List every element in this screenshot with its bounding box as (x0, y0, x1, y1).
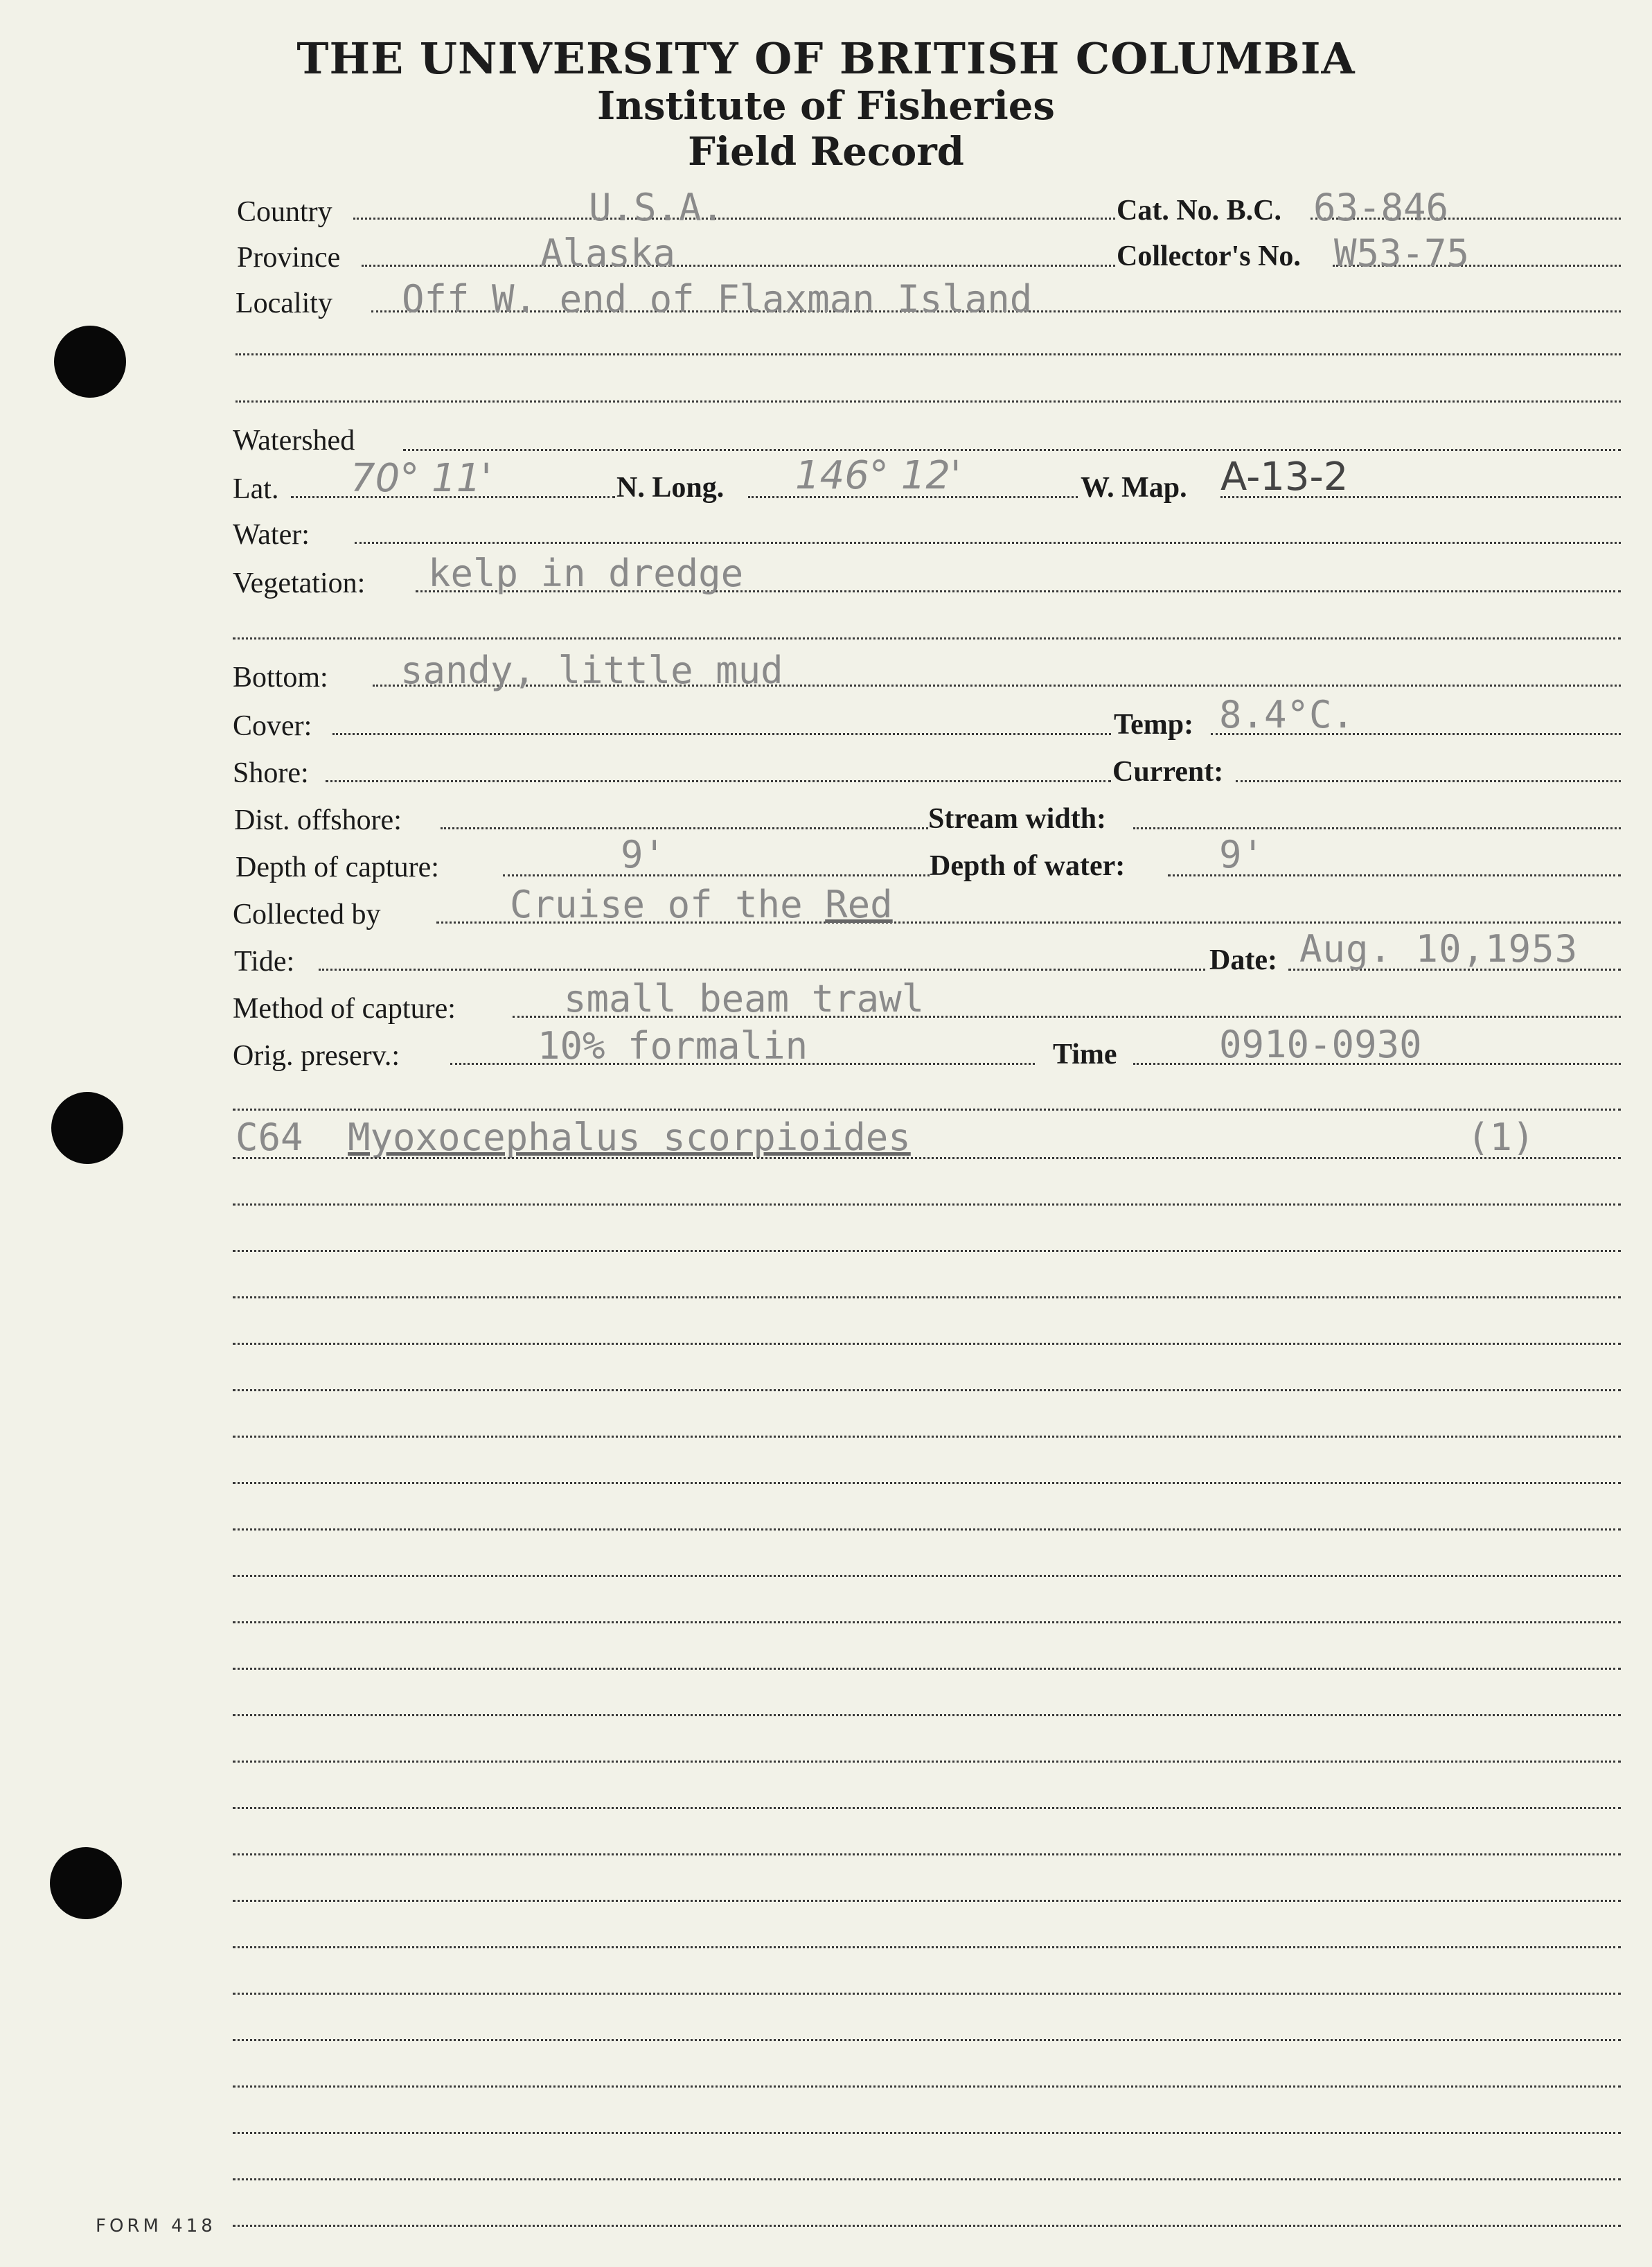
time-value: 0910-0930 (1219, 1023, 1422, 1066)
ruled-line (233, 2039, 1621, 2041)
form-number: FORM 418 (96, 2216, 216, 2237)
collected-by-text: Cruise of the (510, 883, 826, 926)
method-label: Method of capture: (233, 993, 456, 1025)
ruled-line (233, 1900, 1621, 1902)
date-label: Date: (1209, 944, 1277, 976)
collectors-no-value: W53-75 (1334, 231, 1470, 275)
locality-line-2 (236, 353, 1621, 355)
cat-no-label: Cat. No. B.C. (1117, 195, 1281, 227)
long-value: 146° 12' (795, 453, 961, 498)
cover-label: Cover: (233, 710, 312, 742)
ruled-line (233, 1807, 1621, 1809)
separator-line (233, 1109, 1621, 1111)
country-line (353, 218, 1115, 220)
orig-preserv-label: Orig. preserv.: (233, 1040, 400, 1072)
ruled-line (233, 1993, 1621, 1995)
ruled-line (233, 1853, 1621, 1855)
specimen-code: C64 (236, 1115, 303, 1159)
dist-offshore-label: Dist. offshore: (234, 804, 402, 836)
watershed-line (403, 449, 1621, 451)
method-value: small beam trawl (564, 977, 925, 1021)
current-label: Current: (1112, 756, 1224, 788)
ruled-line (233, 1296, 1621, 1298)
shore-line (326, 780, 1111, 782)
vegetation-label: Vegetation: (233, 567, 366, 599)
ruled-line (233, 2178, 1621, 2180)
temp-label: Temp: (1114, 709, 1194, 741)
depth-water-value: 9' (1219, 833, 1265, 876)
lat-label: Lat. (233, 473, 279, 505)
vegetation-value: kelp in dredge (428, 552, 744, 595)
ruled-line (233, 1668, 1621, 1670)
temp-value: 8.4°C. (1219, 693, 1355, 736)
institute-subtitle: Institute of Fisheries (597, 83, 1055, 129)
depth-capture-label: Depth of capture: (236, 852, 439, 883)
punch-hole-middle (51, 1092, 123, 1164)
water-line (355, 542, 1621, 544)
current-line (1236, 780, 1621, 782)
collectors-no-label: Collector's No. (1117, 240, 1301, 272)
ruled-line (233, 2132, 1621, 2134)
ruled-line (233, 1714, 1621, 1716)
ruled-line (233, 1343, 1621, 1345)
ruled-line (233, 1250, 1621, 1252)
vegetation-line-2 (233, 637, 1621, 639)
locality-line-3 (236, 400, 1621, 403)
punch-hole-bottom (50, 1847, 122, 1919)
ruled-line (233, 1389, 1621, 1391)
ruled-line (233, 1436, 1621, 1438)
country-label: Country (237, 196, 332, 228)
ruled-line (233, 1528, 1621, 1531)
ruled-line (233, 1575, 1621, 1577)
ruled-line (233, 1761, 1621, 1763)
specimen-count: (1) (1467, 1115, 1535, 1159)
bottom-value: sandy, little mud (400, 649, 783, 692)
bottom-label: Bottom: (233, 662, 328, 694)
watershed-label: Watershed (233, 425, 355, 457)
lat-value: 70° 11' (350, 456, 492, 501)
water-label: Water: (233, 519, 310, 551)
dist-offshore-line (441, 827, 928, 829)
punch-hole-top (54, 326, 126, 398)
stream-width-line (1133, 827, 1621, 829)
specimen-name: Myoxocephalus scorpioides (348, 1115, 911, 1159)
shore-label: Shore: (233, 757, 309, 789)
country-value: U.S.A. (589, 186, 725, 229)
ruled-line (233, 1482, 1621, 1484)
province-value: Alaska (540, 231, 676, 275)
province-line (362, 265, 1115, 267)
ruled-line (233, 1621, 1621, 1623)
depth-water-label: Depth of water: (930, 850, 1126, 882)
form-title: Field Record (688, 129, 964, 175)
vessel-name: Red (825, 883, 893, 926)
locality-value: Off W. end of Flaxman Island (402, 277, 1033, 321)
depth-capture-value: 9' (621, 833, 666, 876)
tide-line (319, 969, 1205, 971)
orig-preserv-value: 10% formalin (538, 1024, 808, 1068)
date-value: Aug. 10,1953 (1299, 927, 1579, 971)
stream-width-label: Stream width: (928, 803, 1107, 835)
tide-label: Tide: (234, 946, 295, 978)
ruled-line (233, 1157, 1621, 1159)
ruled-line (233, 2085, 1621, 2088)
ruled-line (233, 2225, 1621, 2227)
depth-capture-line (503, 874, 930, 876)
map-value: A-13-2 (1220, 455, 1349, 500)
ruled-line (233, 1946, 1621, 1948)
time-label: Time (1053, 1039, 1117, 1070)
collected-by-label: Collected by (233, 899, 381, 930)
university-title: THE UNIVERSITY OF BRITISH COLUMBIA (296, 33, 1356, 84)
province-label: Province (237, 242, 341, 274)
cat-no-value: 63-846 (1313, 186, 1449, 229)
collected-by-value (510, 883, 893, 926)
locality-label: Locality (236, 288, 332, 319)
n-long-label: N. Long. (616, 472, 725, 504)
ruled-line (233, 1203, 1621, 1206)
cover-line (332, 733, 1111, 735)
w-map-label: W. Map. (1081, 472, 1187, 504)
